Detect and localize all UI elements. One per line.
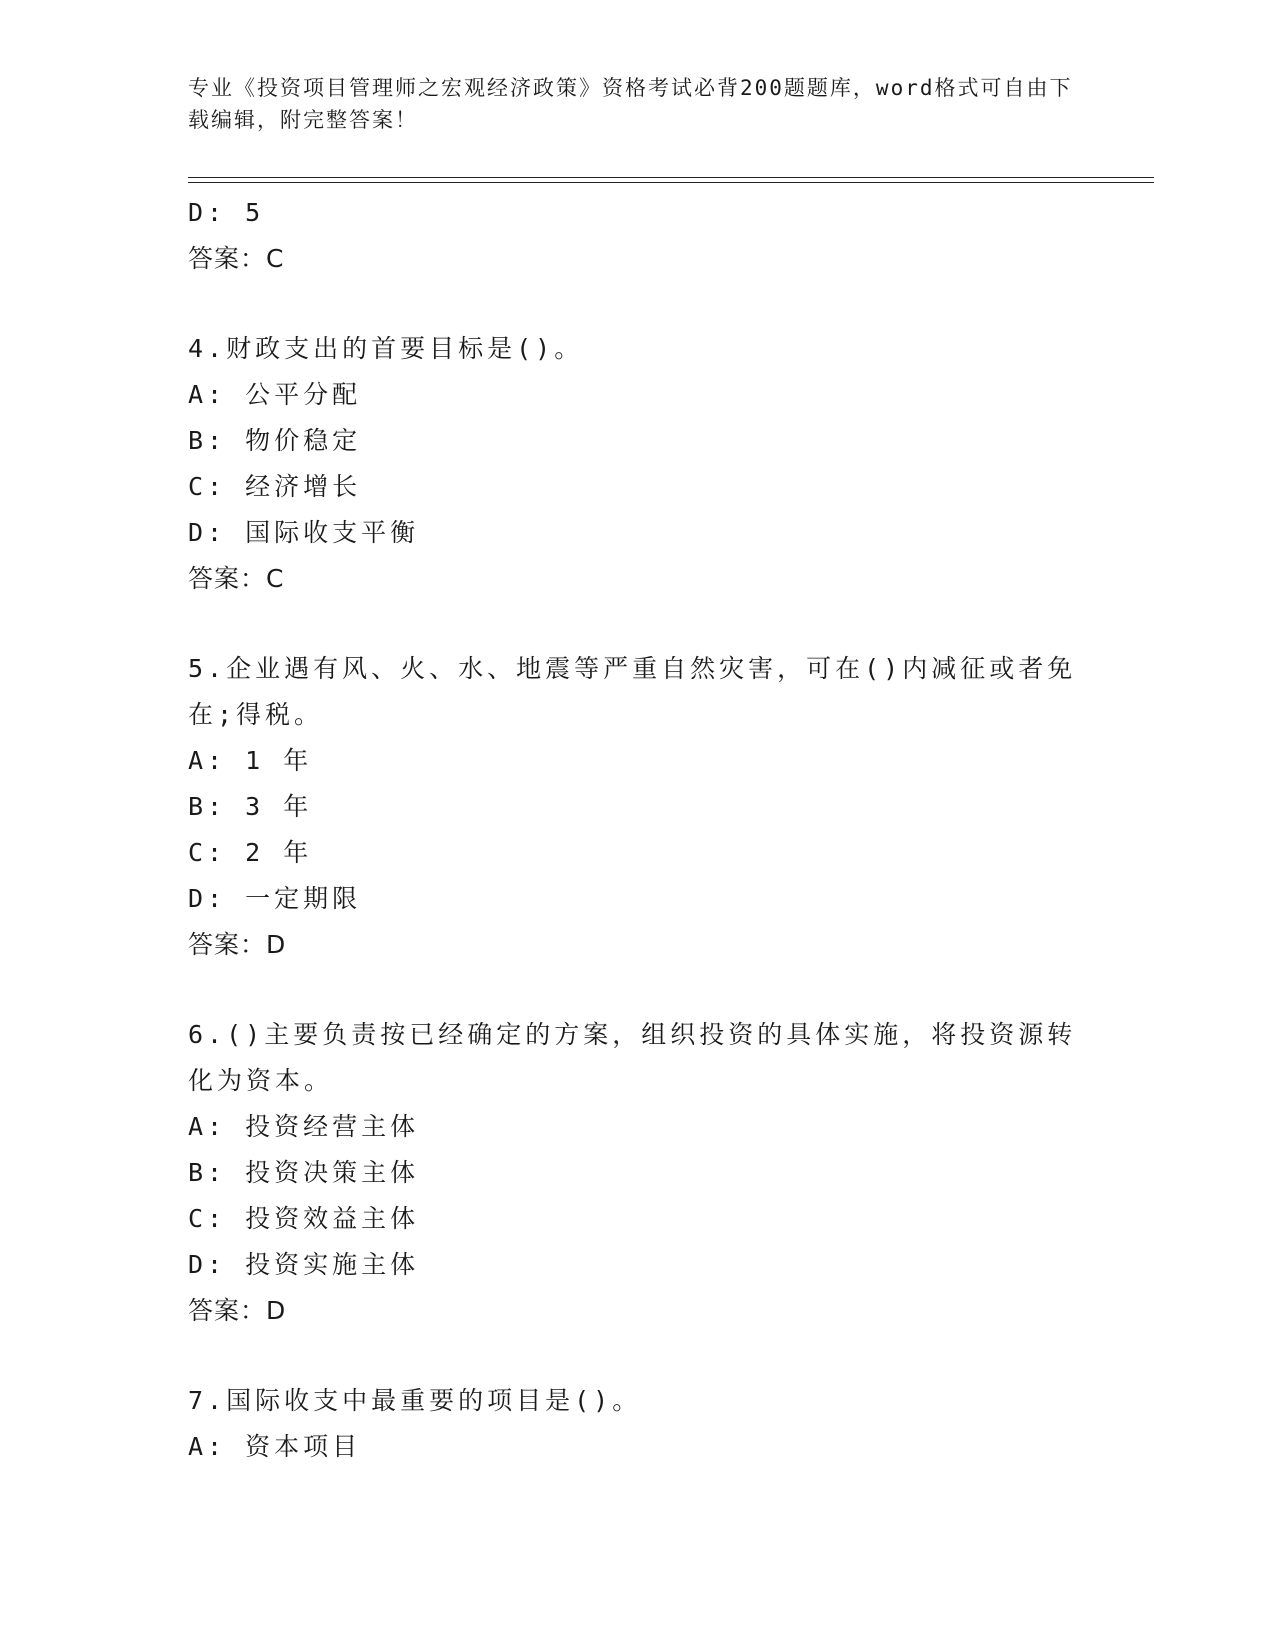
option-a: A: 公平分配 (188, 380, 362, 409)
option-c: C: 2 年 (188, 838, 313, 867)
answer: 答案：D (188, 930, 287, 959)
option-d: D: 投资实施主体 (188, 1250, 420, 1279)
question-text: 5.企业遇有风、火、水、地震等严重自然灾害，可在()内减征或者免在;得税。 (188, 654, 1077, 729)
question-block (188, 1378, 1088, 1470)
option-a: A: 资本项目 (188, 1432, 362, 1461)
answer: 答案：C (188, 244, 285, 273)
option-a: A: 投资经营主体 (188, 1112, 420, 1141)
option-d: D: 一定期限 (188, 884, 362, 913)
option-c: C: 经济增长 (188, 472, 362, 501)
option-b: B: 投资决策主体 (188, 1158, 420, 1187)
question-list (188, 190, 1088, 1470)
option-c: C: 投资效益主体 (188, 1204, 420, 1233)
spacer (188, 282, 1088, 326)
question-block (188, 1012, 1088, 1334)
answer: 答案：C (188, 564, 285, 593)
header-text: 专业《投资项目管理师之宏观经济政策》资格考试必背200题题库，word格式可自由下载编辑，附完整答案！ (188, 76, 1073, 132)
document-header (188, 72, 1078, 136)
question-text: 7.国际收支中最重要的项目是()。 (188, 1386, 642, 1415)
option-b: B: 3 年 (188, 792, 313, 821)
question-block (188, 646, 1088, 968)
header-divider-top (188, 177, 1154, 178)
option-b: B: 物价稳定 (188, 426, 362, 455)
question-text: 6.()主要负责按已经确定的方案，组织投资的具体实施，将投资源转化为资本。 (188, 1020, 1077, 1095)
option-d: D: 国际收支平衡 (188, 518, 420, 547)
spacer (188, 968, 1088, 1012)
question-block (188, 326, 1088, 602)
header-divider-bottom (188, 182, 1154, 183)
spacer (188, 1334, 1088, 1378)
spacer (188, 602, 1088, 646)
option-a: A: 1 年 (188, 746, 313, 775)
question-text: 4.财政支出的首要目标是()。 (188, 334, 584, 363)
option-d: D: 5 (188, 198, 265, 227)
answer: 答案：D (188, 1296, 287, 1325)
